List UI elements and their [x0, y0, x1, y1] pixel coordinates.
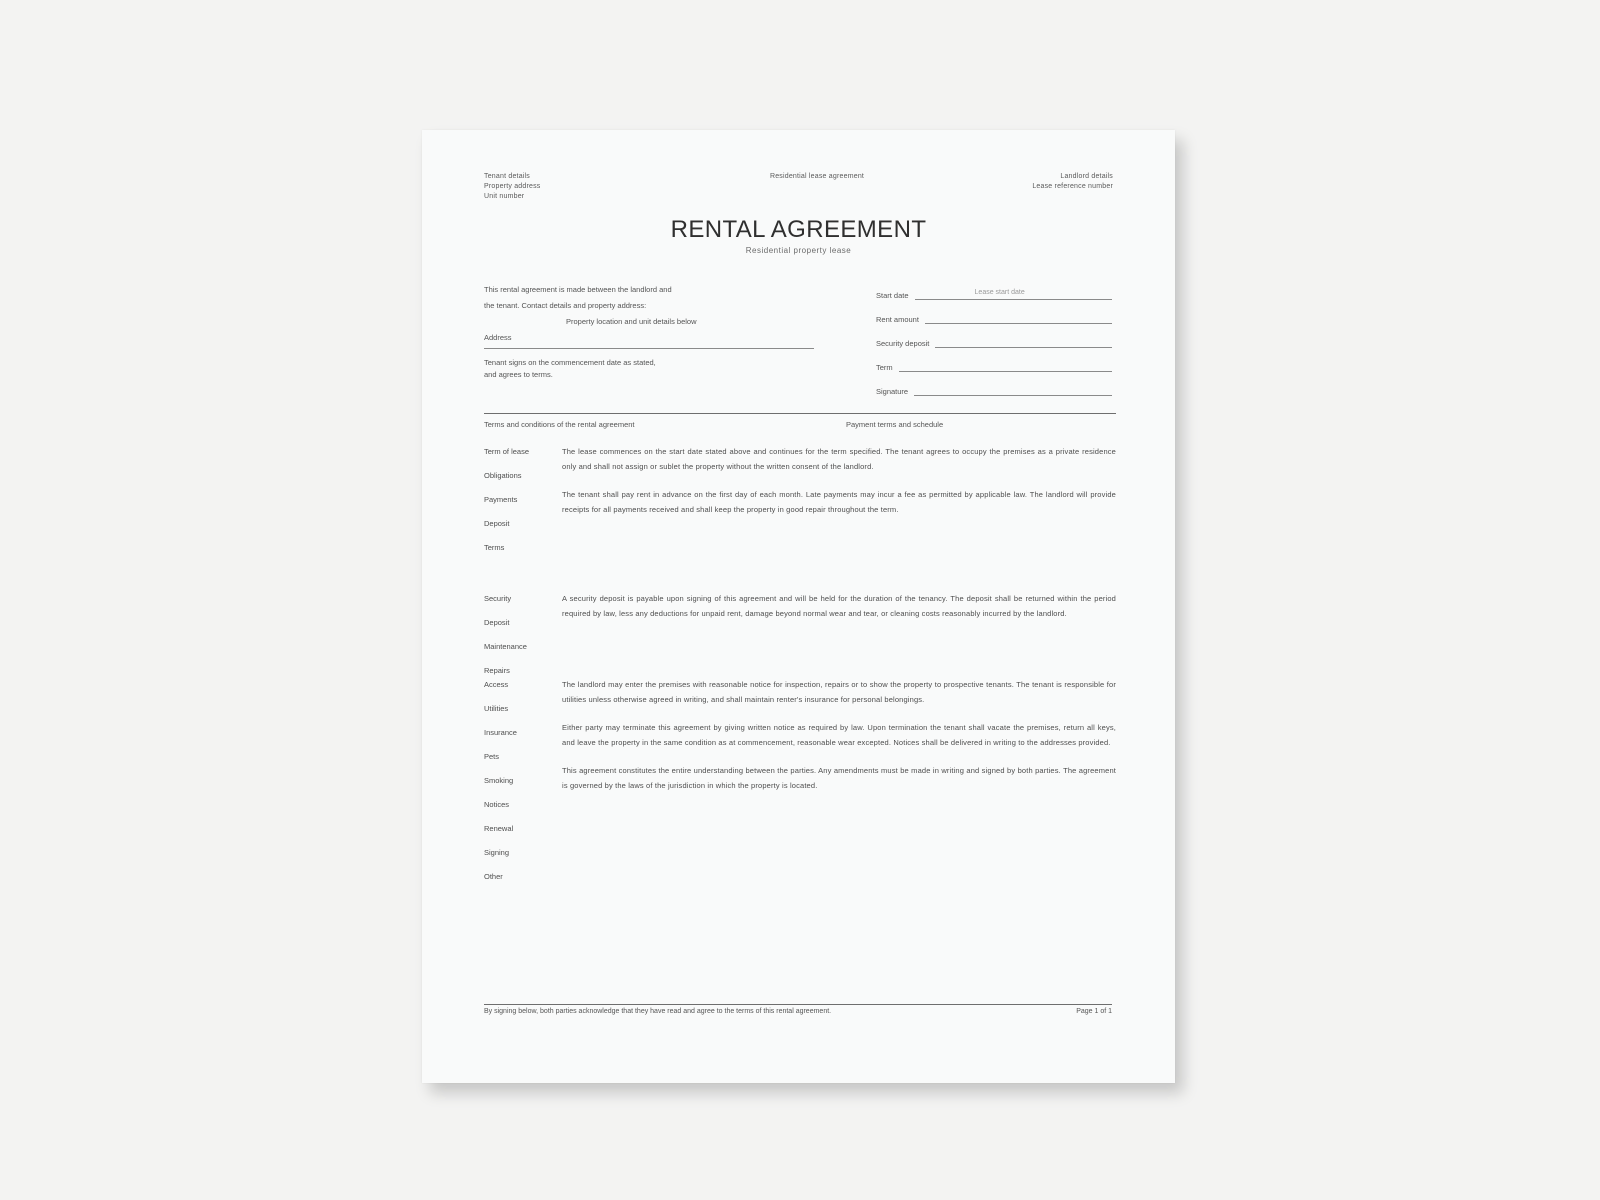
clause-paragraph: The tenant shall pay rent in advance on the first day of each month. Late payments may incur a fee as permitted by applicable law. The landlord will provide receipts for all payments received and shall keep the property in good repair throughout the term.: [562, 490, 1116, 514]
clause-block: [484, 678, 1116, 888]
side-label: Insurance: [484, 728, 517, 737]
field-label: Term: [876, 363, 893, 372]
header-right-line: Landlord details: [1060, 173, 1113, 180]
field-label: Rent amount: [876, 315, 919, 324]
field-input[interactable]: [935, 337, 1112, 348]
clause-text: [562, 592, 1116, 635]
page-number: Page 1 of 1: [1076, 1008, 1112, 1015]
side-label: Renewal: [484, 824, 514, 833]
side-label: Smoking: [484, 776, 514, 785]
address-label: Address: [484, 333, 512, 342]
side-label: Obligations: [484, 471, 522, 480]
side-label: Terms: [484, 543, 505, 552]
field-security-deposit[interactable]: [876, 324, 1112, 348]
header-right: [993, 172, 1113, 192]
parties-line: Tenant signs on the commencement date as stated,: [484, 358, 656, 367]
clause-text: [562, 678, 1116, 807]
footer-divider: [484, 1004, 1112, 1005]
section-heading-left: Terms and conditions of the rental agreement: [484, 420, 635, 429]
side-label: Payments: [484, 495, 518, 504]
header-left-line: Tenant details: [484, 173, 530, 180]
clause-block: [484, 592, 1116, 675]
clause-side-labels: [484, 678, 554, 894]
parties-line: the tenant. Contact details and property address:: [484, 301, 647, 310]
clause-text: [562, 445, 1116, 531]
document-subtitle: Residential property lease: [745, 246, 852, 255]
side-label: Pets: [484, 752, 500, 761]
clause-paragraph: The lease commences on the start date stated above and continues for the term specified. The tenant agrees to occupy the premises as a private residence only and shall not assign or sublet the property without the written consent of the landlord.: [562, 447, 1116, 471]
clause-block: [484, 445, 1116, 570]
side-label: Signing: [484, 848, 510, 857]
field-term[interactable]: [876, 348, 1112, 372]
field-rent-amount[interactable]: [876, 300, 1112, 324]
header-right-line: Lease reference number: [1032, 183, 1113, 190]
side-label: Access: [484, 680, 509, 689]
side-label: Deposit: [484, 519, 510, 528]
side-label: Notices: [484, 800, 510, 809]
side-label: Other: [484, 872, 503, 881]
clause-side-labels: [484, 592, 554, 688]
clause-paragraph: The landlord may enter the premises with reasonable notice for inspection, repairs or to show the property to prospective tenants. The tenant is responsible for utilities unless otherwise agreed in writing, and shall maintain renter's insurance for personal belongings.: [562, 680, 1116, 704]
document-page: [422, 130, 1175, 1083]
field-input[interactable]: [914, 385, 1112, 396]
side-label: Deposit: [484, 618, 510, 627]
form-fields: [876, 276, 1112, 396]
section-divider: [484, 413, 1116, 414]
header-left-line: Unit number: [484, 193, 525, 200]
parties-block: [484, 282, 814, 381]
field-input[interactable]: [899, 361, 1112, 372]
field-label: Signature: [876, 387, 909, 396]
field-input[interactable]: [925, 313, 1112, 324]
side-label: Repairs: [484, 666, 510, 675]
clause-side-labels: [484, 445, 554, 565]
field-start-date[interactable]: [876, 276, 1112, 300]
clause-paragraph: Either party may terminate this agreement by giving written notice as required by law. Upon termination the tenant shall vacate the premises, return all keys, and leave the property in the same condition as at commencement, reasonable wear excepted. Notices shall be delivered in writing to the addresses provided.: [562, 723, 1116, 747]
parties-line: Property location and unit details below: [566, 317, 697, 326]
clause-paragraph: A security deposit is payable upon signing of this agreement and will be held for the duration of the tenancy. The deposit shall be returned within the period required by law, less any deductions for unpaid rent, damage beyond normal wear and tear, or cleaning costs reasonably incurred by the landlord.: [562, 594, 1116, 618]
address-line[interactable]: [484, 348, 814, 349]
parties-line: This rental agreement is made between the landlord and: [484, 285, 672, 294]
header-left: [484, 172, 594, 202]
parties-line: and agrees to terms.: [484, 370, 553, 379]
side-label: Utilities: [484, 704, 509, 713]
clause-paragraph: This agreement constitutes the entire understanding between the parties. Any amendments must be made in writing and signed by both parties. The agreement is governed by the laws of the jurisdiction in which the property is located.: [562, 766, 1116, 790]
document-title: RENTAL AGREEMENT: [670, 216, 927, 243]
header-left-line: Property address: [484, 183, 541, 190]
field-signature[interactable]: [876, 372, 1112, 396]
section-heading-right: Payment terms and schedule: [846, 420, 944, 429]
side-label: Security: [484, 594, 512, 603]
header-center: Residential lease agreement: [769, 173, 865, 180]
side-label: Term of lease: [484, 447, 530, 456]
side-label: Maintenance: [484, 642, 527, 651]
footer-text: By signing below, both parties acknowledge that they have read and agree to the terms of this rental agreement.: [484, 1008, 832, 1015]
field-input[interactable]: Lease start date: [915, 289, 1112, 300]
field-label: Start date: [876, 291, 909, 300]
field-label: Security deposit: [876, 339, 930, 348]
